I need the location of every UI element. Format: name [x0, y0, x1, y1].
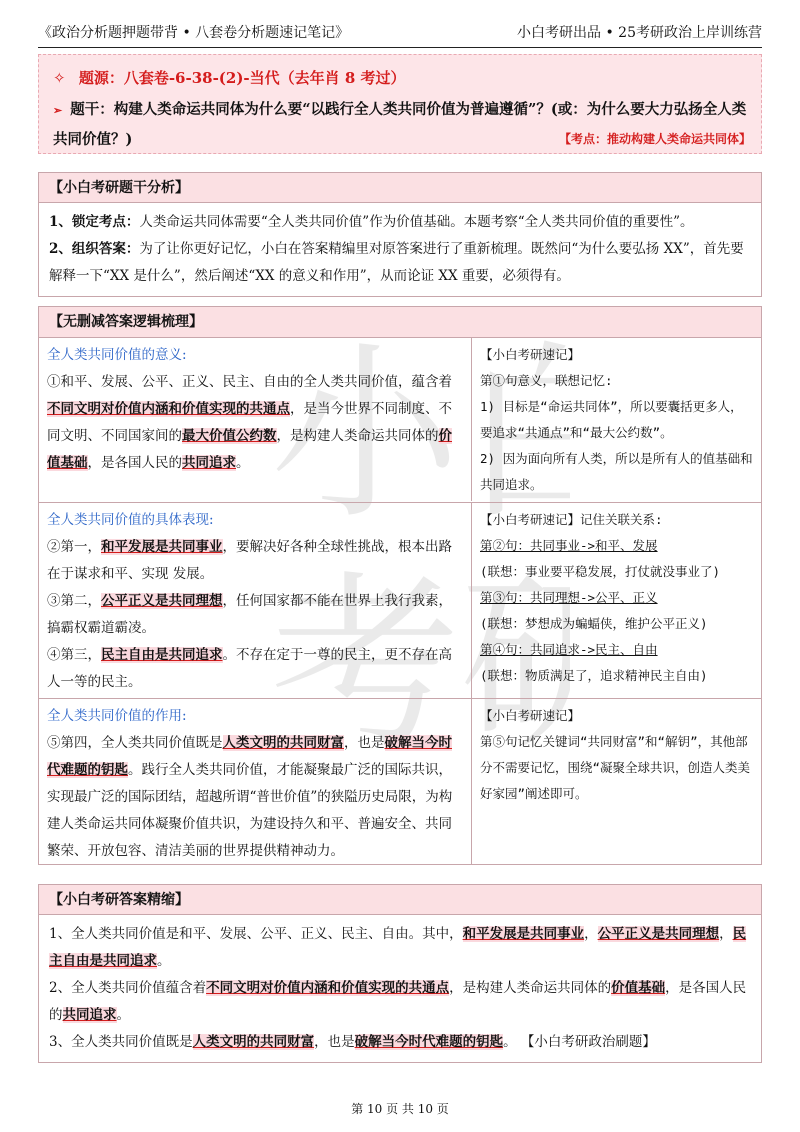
diamond-icon: ✧	[53, 69, 66, 87]
s3-note: 第⑤句记忆关键词“共同财富”和“解钥”，其他部分不需要记忆，围绕“凝聚全球共识，创造人类美好家园”阐述即可。	[480, 734, 751, 801]
s3-note-title: 【小白考研速记】	[480, 708, 581, 723]
answer-tag: 【小白考研政治刷题】	[520, 1034, 656, 1050]
header-right: 小白考研出品 • 25考研政治上岸训练营	[517, 25, 762, 41]
s2-title: 全人类共同价值的具体表现:	[47, 512, 214, 528]
s3-title: 全人类共同价值的作用:	[47, 708, 187, 724]
s1-title: 全人类共同价值的意义:	[47, 347, 187, 363]
logic-grid	[39, 337, 761, 864]
source-line	[53, 63, 751, 93]
watermark-text-2: 考研	[270, 554, 570, 775]
header-left: 《政治分析题押题带背 • 八套卷分析题速记笔记》	[38, 25, 350, 41]
s2-note3: 第④句：共同追求->民主、自由	[480, 642, 658, 657]
s2-note2b: (联想：梦想成为蝙蝠侠，维护公平正义)	[480, 616, 708, 631]
watermark-text-1: 小白	[270, 324, 570, 545]
s2-item1: ②第一，和平发展是共同事业，要解决好各种全球性挑战，根本出路在于谋求和平、实现 发展。	[47, 539, 452, 582]
analysis-p2: 2、组织答案：为了让你更好记忆，小白在答案精编里对原答案进行了重新梳理。既然问“为什么要弘扬 XX”，首先要解释一下“XX 是什么”，然后阐述“XX 的意义和作用”，从而论证 XX 重要，必须得有。	[49, 241, 744, 284]
analysis-body	[39, 203, 761, 296]
s2-note1b: (联想：事业要平稳发展，打仗就没事业了)	[480, 564, 721, 579]
answer-title: 【小白考研答案精缩】	[39, 885, 761, 915]
logic-s3-text	[39, 698, 472, 864]
answer-panel	[38, 884, 762, 1063]
analysis-p1: 1、锁定考点：人类命运共同体需要“全人类共同价值”作为价值基础。本题考察“全人类共同价值的重要性”。	[49, 214, 694, 230]
question-box	[38, 54, 762, 154]
s2-item2: ③第二，公平正义是共同理想，任何国家都不能在世界上我行我素，搞霸权霸道霸凌。	[47, 593, 452, 636]
question-tag: 【考点：推动构建人类命运共同体】	[558, 132, 751, 146]
s2-note1: 第②句：共同事业->和平、发展	[480, 538, 658, 553]
s1-note3: 2) 因为面向所有人类，所以是所有人的值基础和共同追求。	[480, 451, 753, 492]
s1-note-title: 【小白考研速记】	[480, 347, 581, 362]
page-header	[38, 18, 762, 48]
answer-line2: 2、全人类共同价值蕴含着不同文明对价值内涵和价值实现的共通点，是构建人类命运共同体的价值基础，是各国人民的共同追求。	[49, 980, 747, 1023]
logic-s2-text	[39, 502, 472, 698]
logic-s1-note	[472, 337, 761, 502]
logic-panel	[38, 306, 762, 865]
analysis-title: 【小白考研题干分析】	[39, 173, 761, 203]
s1-note2: 1) 目标是“命运共同体”，所以要囊括更多人，要追求“共通点”和“最大公约数”。	[480, 399, 743, 440]
answer-line3: 3、全人类共同价值既是人类文明的共同财富，也是破解当今时代难题的钥匙。 【小白考研政治刷题】	[49, 1034, 656, 1050]
arrow-icon: ➢	[53, 104, 63, 117]
page-footer: 第 10 页 共 10 页	[351, 1102, 449, 1116]
source-label: 题源：八套卷-6-38-(2)-当代（去年肖 8 考过）	[78, 69, 406, 87]
s2-note2: 第③句：共同理想->公平、正义	[480, 590, 658, 605]
answer-body	[39, 915, 761, 1062]
logic-title: 【无删减答案逻辑梳理】	[39, 307, 761, 337]
logic-s1-text	[39, 337, 472, 501]
question-line2: 共同价值？)	[53, 131, 133, 148]
answer-line1: 1、全人类共同价值是和平、发展、公平、正义、民主、自由。其中，和平发展是共同事业，公平正义是共同理想，民主自由是共同追求。	[49, 926, 747, 969]
s2-note3b: (联想：物质满足了，追求精神民主自由)	[480, 668, 708, 683]
logic-s2-note	[472, 502, 761, 698]
analysis-panel	[38, 172, 762, 297]
question-line1: 题干：构建人类命运共同体为什么要“以践行全人类共同价值为普遍遵循”？(或：为什么要大力弘扬全人类	[70, 101, 747, 118]
logic-s3-note	[472, 698, 761, 864]
s2-note-title: 【小白考研速记】记住关联关系:	[480, 512, 663, 527]
s1-content: ①和平、发展、公平、正义、民主、自由的全人类共同价值，蕴含着不同文明对价值内涵和价值实现的共通点，是当今世界不同制度、不同文明、不同国家间的最大价值公约数，是构建人类命运共同体的价值基础，是各国人民的共同追求。	[47, 374, 452, 471]
s1-note1: 第①句意义，联想记忆:	[480, 373, 613, 388]
question-text	[53, 95, 751, 154]
s3-content: ⑤第四，全人类共同价值既是人类文明的共同财富，也是破解当今时代难题的钥匙。践行全人类共同价值，才能凝聚最广泛的国际共识，实现最广泛的国际团结，超越所谓“普世价值”的狭隘历史局限，为构建人类命运共同体凝聚价值共识，为建设持久和平、普遍安全、共同繁荣、开放包容、清洁美丽的世界提供精神动力。	[47, 735, 453, 859]
s2-item3: ④第三，民主自由是共同追求。不存在定于一尊的民主，更不存在高人一等的民主。	[47, 647, 452, 690]
